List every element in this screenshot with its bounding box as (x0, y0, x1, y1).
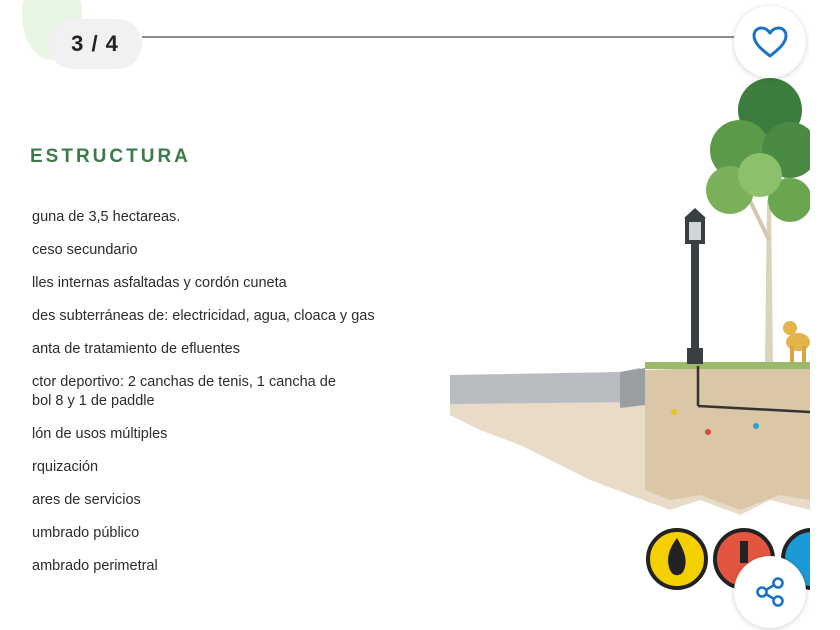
slide-title: ESTRUCTURA (30, 146, 191, 167)
feature-list (32, 208, 442, 576)
list-item: guna de 3,5 hectareas. (32, 209, 181, 225)
list-item: des subterráneas de: electricidad, agua, cloaca y gas (32, 308, 375, 324)
list-item: lón de usos múltiples (32, 426, 168, 442)
progress-line (142, 36, 734, 38)
list-item: ctor deportivo: 2 canchas de tenis, 1 cancha de bol 8 y 1 de paddle (32, 374, 336, 409)
favorite-button[interactable] (734, 6, 806, 78)
list-item: rquización (32, 459, 99, 475)
list-item: anta de tratamiento de efluentes (32, 341, 240, 357)
heart-outline-icon (751, 25, 789, 59)
list-item: ares de servicios (32, 492, 141, 508)
slide-counter: 3 / 4 (48, 19, 142, 69)
list-item: lles internas asfaltadas y cordón cuneta (32, 275, 287, 291)
list-item: ceso secundario (32, 242, 138, 258)
list-item: ambrado perimetral (32, 558, 158, 574)
slide-left-edge (0, 0, 32, 630)
share-icon (753, 575, 787, 609)
list-item: umbrado público (32, 525, 140, 541)
infrastructure-illustration (440, 70, 810, 600)
share-button[interactable] (734, 556, 806, 628)
